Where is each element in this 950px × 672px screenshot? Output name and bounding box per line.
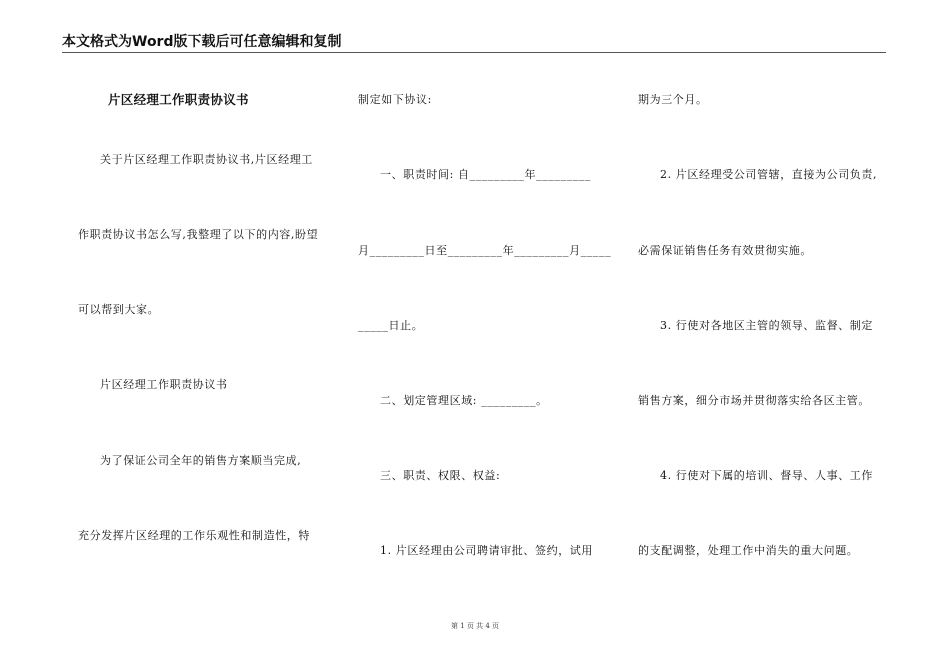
paragraph-line: _____日止。 bbox=[358, 319, 424, 332]
section-heading: 片区经理工作职责协议书 bbox=[100, 378, 228, 391]
paragraph-line: 1. 片区经理由公司聘请审批、签约，试用 bbox=[380, 544, 593, 557]
paragraph-line: 一、职责时间: 自_________年_________ bbox=[380, 168, 592, 181]
paragraph-line: 二、划定管理区域: _________。 bbox=[380, 394, 548, 407]
document-title: 片区经理工作职责协议书 bbox=[108, 92, 249, 107]
page-footer: 第 1 页 共 4 页 bbox=[450, 622, 500, 630]
paragraph-line: 三、职责、权限、权益: bbox=[380, 469, 501, 482]
paragraph-line: 充分发挥片区经理的工作乐观性和制造性，特 bbox=[78, 529, 310, 542]
paragraph-line: 为了保证公司全年的销售方案顺当完成, bbox=[100, 454, 302, 467]
paragraph-line: 月_________日至_________年_________月_____ bbox=[358, 244, 612, 257]
paragraph-line: 2. 片区经理受公司管辖，直接为公司负责, bbox=[660, 168, 878, 181]
paragraph-line: 必需保证销售任务有效贯彻实施。 bbox=[638, 244, 812, 257]
paragraph-line: 的支配调整，处理工作中消失的重大问题。 bbox=[638, 544, 859, 557]
paragraph-line: 关于片区经理工作职责协议书,片区经理工 bbox=[100, 153, 313, 166]
page-header bbox=[62, 34, 886, 53]
paragraph-line: 3. 行使对各地区主管的领导、监督、制定 bbox=[660, 319, 873, 332]
paragraph-line: 期为三个月。 bbox=[638, 93, 708, 106]
header-text: 本文格式为Word版下载后可任意编辑和复制 bbox=[62, 34, 342, 50]
paragraph-line: 可以帮到大家。 bbox=[78, 303, 160, 316]
paragraph-line: 4. 行使对下属的培训、督导、人事、工作 bbox=[660, 469, 873, 482]
paragraph-line: 作职责协议书怎么写,我整理了以下的内容,盼望 bbox=[78, 228, 319, 241]
paragraph-line: 制定如下协议: bbox=[358, 93, 432, 106]
paragraph-line: 销售方案，细分市场并贯彻落实给各区主管。 bbox=[638, 394, 870, 407]
